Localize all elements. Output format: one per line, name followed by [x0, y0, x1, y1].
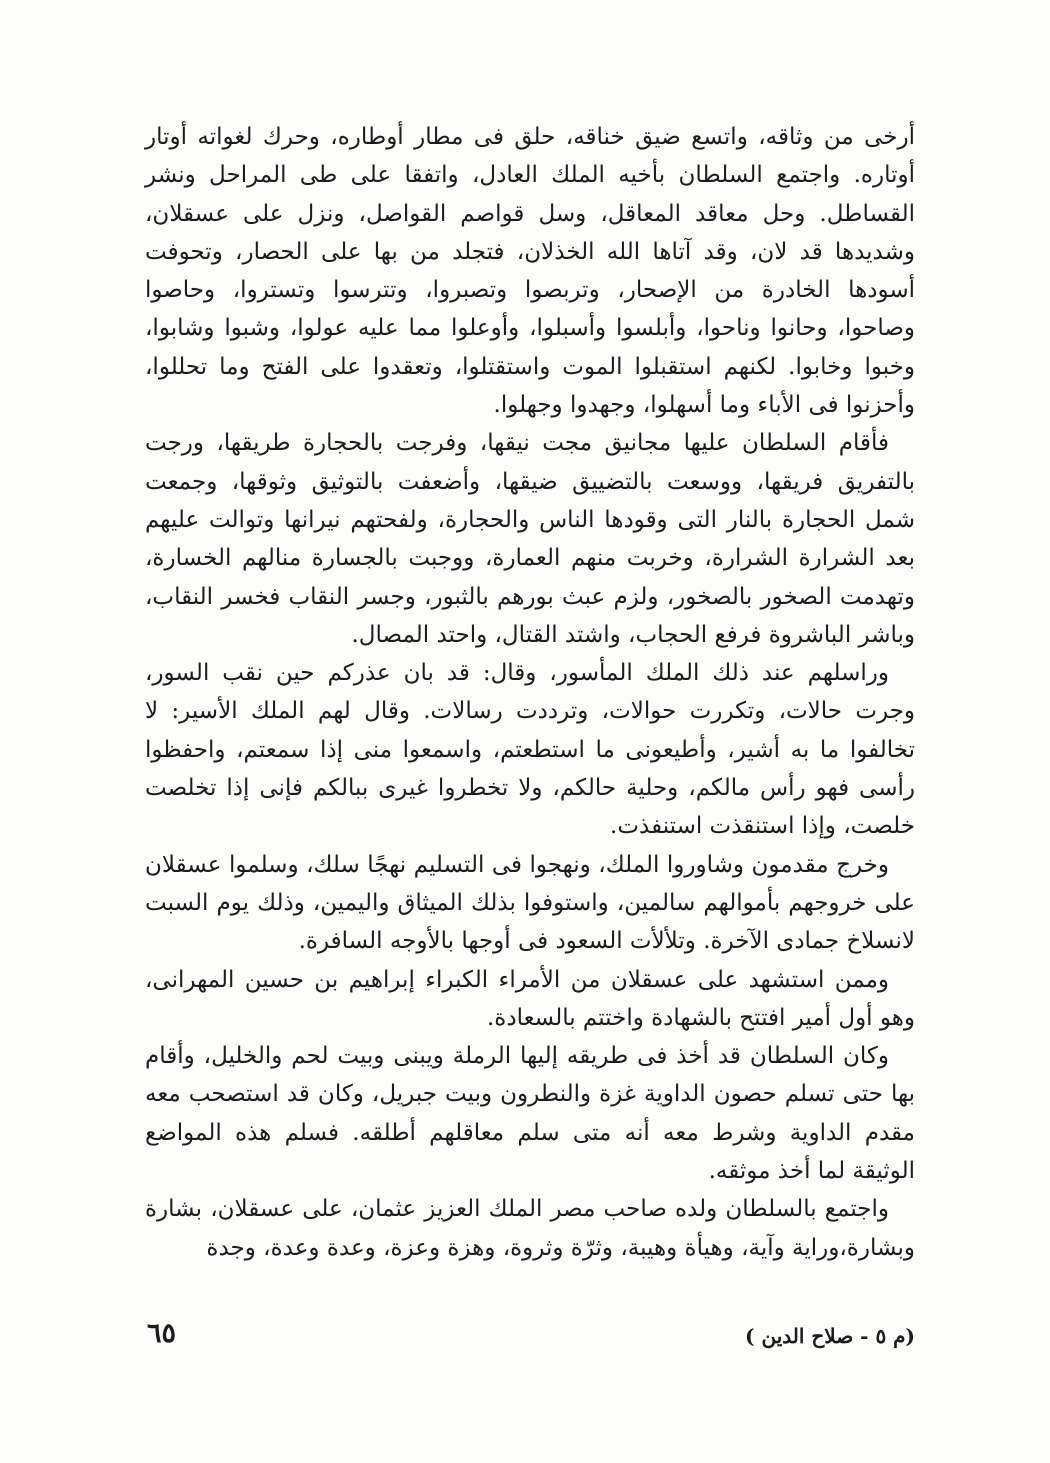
paragraph-2: فأقام السلطان عليها مجانيق مجت نيقها، وفرجت بالحجارة طريقها، ورجت بالتفريق فريقها، ووسعت بالتضييق ضيقها، وأضعفت بالتوثيق وثوقها، وجمعت شمل الحجارة بالنار التى وقودها الناس والحجارة، ولفحتهم نيرانها وتوالت عليهم بعد الشرارة الشرارة، وخربت منهم العمارة، ووجبت بالجسارة منالهم الخسارة، وتهدمت الصخور بالصخور، ولزم عبث بورهم بالثبور، وجسر النقاب فخسر النقاب، وباشر الباشروة فرفع الحجاب، واشتد القتال، واحتد المصال.: [145, 430, 916, 648]
page-footer: [145, 1318, 915, 1358]
paragraph-6: وكان السلطان قد أخذ فى طريقه إليها الرملة ويبنى وبيت لحم والخليل، وأقام بها حتى تسلم حصون الداوية غزة والنطرون وبيت جبريل، وكان قد استصحب معه مقدم الداوية وشرط معه أنه متى سلم معاقلهم أطلقه. فسلم هذه المواضع الوثيقة لما أخذ موثقه.: [145, 1043, 915, 1185]
paragraph-7: واجتمع بالسلطان ولده صاحب مصر الملك العزيز عثمان، على عسقلان، بشارة وبشارة،وراية وآية، وهيأة وهيبة، وثرّة وثروة، وهزة وعزة، وعدة وعدة، وجدة: [145, 1196, 915, 1261]
paragraph-5: وممن استشهد على عسقلان من الأمراء الكبراء إبراهيم بن حسين المهرانى، وهو أول أمير افتتح بالشهادة واختتم بالسعادة.: [145, 966, 915, 1031]
paragraph-1: أرخى من وثاقه، واتسع ضيق خناقه، حلق فى مطار أوطاره، وحرك لغواته أوتار أوتاره. واجتمع السلطان بأخيه الملك العادل، واتفقا على طى المراحل ونشر القساطل. وحل معاقد المعاقل، وسل قواصم القواصل، ونزل على عسقلان، وشديدها قد لان، وقد آتاها الله الخذلان، فتجلد من بها على الحصار، وتحوفت أسودها الخادرة من الإصحار، وتربصوا وتصبروا، وتترسوا وتستروا، وحاصوا وصاحوا، وحانوا وناحوا، وأبلسوا وأسبلوا، وأوعلوا مما عليه عولوا، وشبوا وشابوا، وخبوا وخابوا. لكنهم استقبلوا الموت واستقتلوا، وتعقدوا على الفتح وما تحللوا، وأحزنوا فى الأباء وما أسهلوا، وجهدوا وجهلوا.: [145, 124, 915, 419]
paragraph-3: وراسلهم عند ذلك الملك المأسور، وقال: قد بان عذركم حين نقب السور، وجرت حالات، وتكررت حوالات، وترددت رسالات. وقال لهم الملك الأسير: لا تخالفوا ما به أشير، وأطيعونى ما استطعتم، واسمعوا منى إذا سمعتم، واحفظوا رأسى فهو رأس مالكم، وحلية حالكم، ولا تخطروا غيرى ببالكم فإنى إذا تخلصت خلصت، وإذا استنقذت استنفذت.: [145, 660, 915, 840]
paragraph-4: وخرج مقدمون وشاوروا الملك، ونهجوا فى التسليم نهجًا سلك، وسلموا عسقلان على خروجهم بأموالهم سالمين، واستوفوا بذلك الميثاق واليمين، وذلك يوم السبت لانسلاخ جمادى الآخرة. وتلألأت السعود فى أوجها بالأوجه السافرة.: [145, 851, 915, 955]
page-number: ٦٥: [147, 1318, 177, 1349]
body-text: [145, 118, 915, 1267]
signature-reference: (م ٥ - صلاح الدين ): [745, 1324, 915, 1348]
